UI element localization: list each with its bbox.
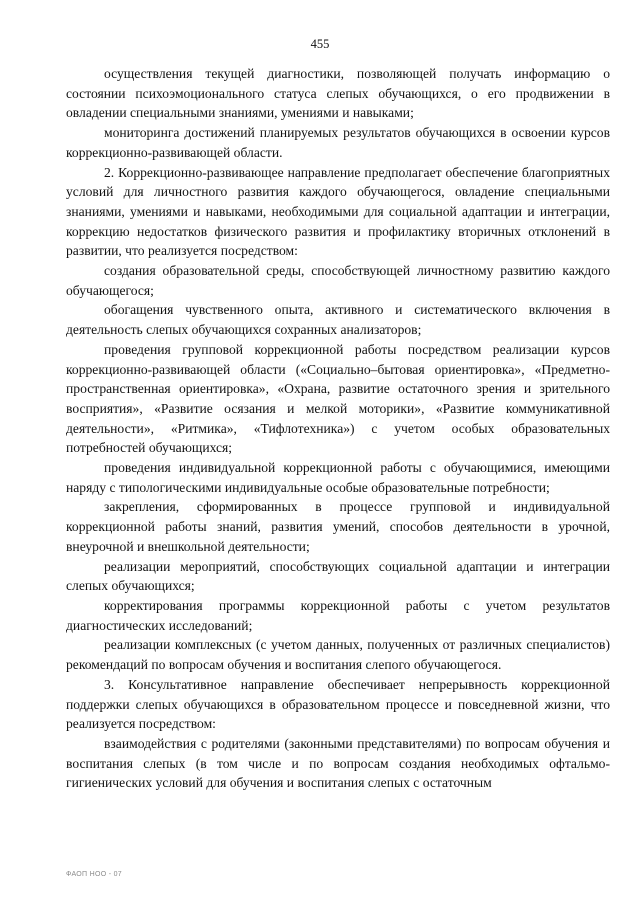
paragraph-recommendations: реализации комплексных (с учетом данных, полученных от различных специалистов) рекомендаций по вопросам обучения и воспитания слепого обучающегося. xyxy=(66,637,610,673)
paragraph-sensory-experience: обогащения чувственного опыта, активного и систематического включения в деятельность слепых обучающихся сохранных анализаторов; xyxy=(66,302,610,338)
paragraph-monitoring-results: мониторинга достижений планируемых результатов обучающихся в освоении курсов коррекционно-развивающей области. xyxy=(66,125,610,160)
paragraph-consultative-direction: 3. Консультативное направление обеспечивает непрерывность коррекционной поддержки слепых обучающихся в образовательном процессе и повседневной жизни, что реализуется посредством: xyxy=(66,676,610,732)
paragraph-correction-direction: 2. Коррекционно-развивающее направление предполагает обеспечение благоприятных условий для личностного развития каждого обучающегося, овладение специальными знаниями, умениями и навыками, необходимыми для социальной адаптации и интеграции, коррекцию недостатков физического развития и профилактику вторичных отклонений в развитии, что реализуется посредством: xyxy=(66,164,610,259)
paragraph-program-correction: корректирования программы коррекционной работы с учетом результатов диагностических исследований; xyxy=(66,597,610,633)
body-text xyxy=(66,64,610,793)
paragraph-social-adaptation: реализации мероприятий, способствующих социальной адаптации и интеграции слепых обучающихся; xyxy=(66,558,610,594)
page-number: 455 xyxy=(310,37,330,51)
paragraph-parent-interaction: взаимодействия с родителями (законными представителями) по вопросам обучения и воспитания слепых (в том числе и по вопросам создания необходимых офтальмо-гигиенических условий для обучения и воспитания слепых с остаточным xyxy=(66,735,610,791)
paragraph-group-work: проведения групповой коррекционной работы посредством реализации курсов коррекционно-развивающей области («Социально–бытовая ориентировка», «Предметно-пространственная ориентировка», «Охрана, развитие остаточного зрения и зрительного восприятия», «Развитие осязания и мелкой моторики», «Развитие коммуникативной деятельности», «Ритмика», «Тифлотехника») с учетом особых образовательных потребностей обучающихся; xyxy=(66,341,610,456)
footer-code: ФАОП НОО - 07 xyxy=(66,871,122,878)
paragraph-monitoring-diagnostics: осуществления текущей диагностики, позволяющей получать информацию о состоянии психоэмоционального статуса слепых обучающихся, о его продвижении в овладении специальными знаниями, умениями и навыками; xyxy=(66,66,610,121)
paragraph-consolidation: закрепления, сформированных в процессе групповой и индивидуальной коррекционной работы знаний, развития умений, способов деятельности в урочной, внеурочной и внешкольной деятельности; xyxy=(66,499,610,554)
paragraph-individual-work: проведения индивидуальной коррекционной работы с обучающимися, имеющими наряду с типологическими индивидуальные особые образовательные потребности; xyxy=(66,460,610,495)
paragraph-environment: создания образовательной среды, способствующей личностному развитию каждого обучающегося; xyxy=(66,263,610,298)
